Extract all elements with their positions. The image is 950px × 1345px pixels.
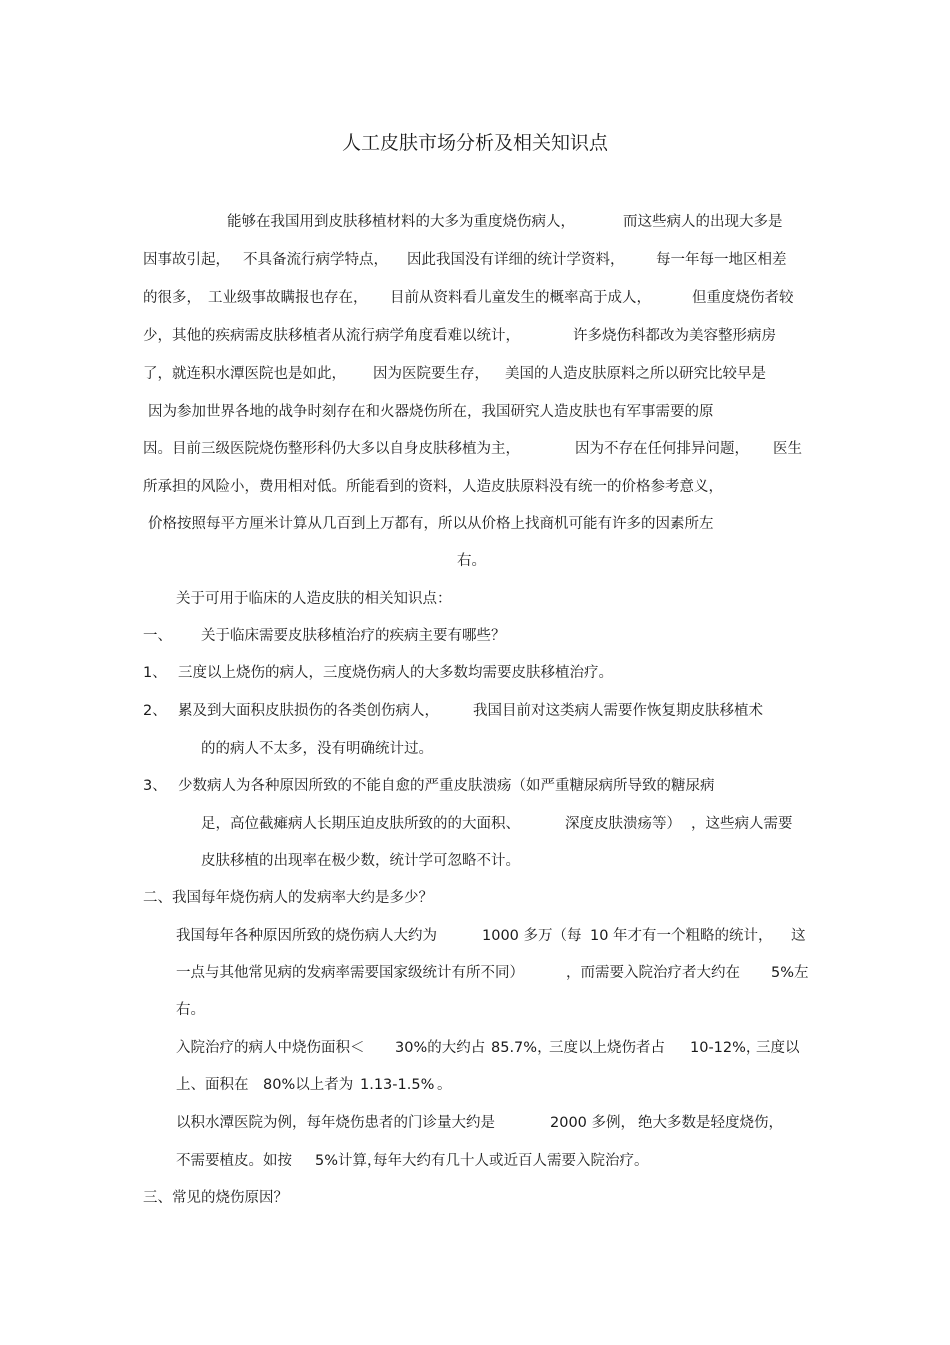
intro-line-3-seg-3: 目前从资料看儿童发生的概率高于成人，: [390, 290, 651, 306]
intro-line-5-seg-2: 因为医院要生存，: [373, 366, 489, 382]
intro-line-9-seg-1: 价格按照每平方厘米计算从几百到上万都有，所以从价格上找商机可能有许多的因素所左: [148, 516, 714, 532]
intro-line-5-seg-1: 了，就连积水潭医院也是如此，: [143, 366, 346, 382]
s2-p2-line-2-seg-1: 上、面积在: [176, 1077, 249, 1093]
intro-line-1-seg-2: 而这些病人的出现大多是: [623, 214, 783, 230]
s2-p2-line-1-seg-3: 85.7%，: [491, 1040, 552, 1056]
s2-p2-line-1-seg-6: 三度以: [756, 1040, 800, 1056]
item-2-line-1-seg-1: 累及到大面积皮肤损伤的各类创伤病人，: [178, 703, 439, 719]
intro-line-2-seg-1: 因事故引起，: [143, 252, 230, 268]
s2-p1-line-1-seg-4: 这: [791, 928, 806, 944]
section-3-heading: 三、常见的烧伤原因？: [143, 1190, 288, 1206]
s2-p2-line-1-seg-1: 入院治疗的病人中烧伤面积＜: [176, 1040, 365, 1056]
s2-p2-line-2-seg-4: 。: [437, 1077, 452, 1093]
intro-line-8-seg-1: 所承担的风险小，费用相对低。所能看到的资料，人造皮肤原料没有统一的价格参考意义，: [143, 479, 723, 495]
s2-p1-line-1-seg-2: 1000 多万（每: [482, 928, 582, 944]
item-3-line-2-seg-1: 足，高位截瘫病人长期压迫皮肤所致的的大面积、: [201, 816, 520, 832]
intro-line-2-seg-2: 不具备流行病学特点，: [243, 252, 388, 268]
intro-line-7-seg-2: 因为不存在任何排异问题，: [575, 441, 749, 457]
s2-p3-line-2-seg-2: 5%计算，: [315, 1153, 382, 1169]
intro-line-7-seg-3: 医生: [773, 441, 802, 457]
intro-line-2-seg-3: 因此我国没有详细的统计学资料，: [407, 252, 625, 268]
item-3-line-3: 皮肤移植的出现率在极少数，统计学可忽略不计。: [201, 853, 520, 869]
intro-line-4-seg-1: 少，其他的疾病需皮肤移植者从流行病学角度看难以统计，: [143, 328, 520, 344]
item-3-line-1: 少数病人为各种原因所致的不能自愈的严重皮肤溃疡（如严重糖尿病所导致的糖尿病: [178, 778, 715, 794]
s2-p3-line-2-seg-1: 不需要植皮。如按: [176, 1153, 292, 1169]
item-2-line-2: 的的病人不太多，没有明确统计过。: [201, 741, 433, 757]
s2-p2-line-2-seg-2: 80%以上者为: [263, 1077, 354, 1093]
s2-p2-line-1-seg-4: 三度以上烧伤者占: [549, 1040, 665, 1056]
s2-p1-line-2-seg-2: ，而需要入院治疗者大约在: [566, 965, 740, 981]
intro-line-3-seg-1: 的很多，: [143, 290, 201, 306]
s2-p3-line-1-seg-3: 绝大多数是轻度烧伤，: [638, 1115, 783, 1131]
s2-p3-line-2-seg-3: 每年大约有几十人或近百人需要入院治疗。: [373, 1153, 649, 1169]
intro-line-4-seg-2: 许多烧伤科都改为美容整形病房: [573, 328, 776, 344]
s2-p1-line-2-seg-3: 5%左: [771, 965, 809, 981]
intro-line-3-seg-2: 工业级事故瞒报也存在，: [208, 290, 368, 306]
section-1-title: 关于临床需要皮肤移植治疗的疾病主要有哪些？: [201, 628, 506, 644]
document-title: 人工皮肤市场分析及相关知识点: [341, 132, 608, 154]
s2-p3-line-1-seg-1: 以积水潭医院为例，每年烧伤患者的门诊量大约是: [176, 1115, 495, 1131]
intro-line-2-seg-4: 每一年每一地区相差: [656, 252, 787, 268]
s2-p2-line-1-seg-5: 10-12%，: [690, 1040, 761, 1056]
item-3-line-2-seg-3: ，这些病人需要: [691, 816, 793, 832]
intro-line-5-seg-3: 美国的人造皮肤原料之所以研究比较早是: [505, 366, 766, 382]
section-2-heading: 二、我国每年烧伤病人的发病率大约是多少？: [143, 890, 433, 906]
s2-p2-line-2-seg-3: 1.13-1.5%: [360, 1077, 435, 1093]
item-1-text: 三度以上烧伤的病人，三度烧伤病人的大多数均需要皮肤移植治疗。: [178, 665, 613, 681]
intro-line-7-seg-1: 因。目前三级医院烧伤整形科仍大多以自身皮肤移植为主，: [143, 441, 520, 457]
section-1-number: 一、: [143, 628, 172, 644]
item-3-line-2-seg-2: 深度皮肤溃疡等）: [565, 816, 681, 832]
item-1-number: 1、: [143, 665, 167, 681]
s2-p2-line-1-seg-2: 30%的大约占: [395, 1040, 486, 1056]
knowledge-heading: 关于可用于临床的人造皮肤的相关知识点：: [176, 591, 452, 607]
intro-line-6-seg-1: 因为参加世界各地的战争时刻存在和火器烧伤所在，我国研究人造皮肤也有军事需要的原: [148, 404, 714, 420]
item-3-number: 3、: [143, 778, 167, 794]
intro-line-3-seg-4: 但重度烧伤者较: [692, 290, 794, 306]
item-2-line-1-seg-2: 我国目前对这类病人需要作恢复期皮肤移植术: [473, 703, 763, 719]
s2-p1-line-1-seg-3: 10 年才有一个粗略的统计，: [590, 928, 773, 944]
intro-line-1-seg-1: 能够在我国用到皮肤移植材料的大多为重度烧伤病人，: [227, 214, 575, 230]
s2-p3-line-1-seg-2: 2000 多例，: [550, 1115, 636, 1131]
s2-p1-line-3: 右。: [176, 1002, 205, 1018]
item-2-number: 2、: [143, 703, 167, 719]
s2-p1-line-1-seg-1: 我国每年各种原因所致的烧伤病人大约为: [176, 928, 437, 944]
s2-p1-line-2-seg-1: 一点与其他常见病的发病率需要国家级统计有所不同）: [176, 965, 524, 981]
intro-line-10-seg-1: 右。: [457, 553, 486, 569]
